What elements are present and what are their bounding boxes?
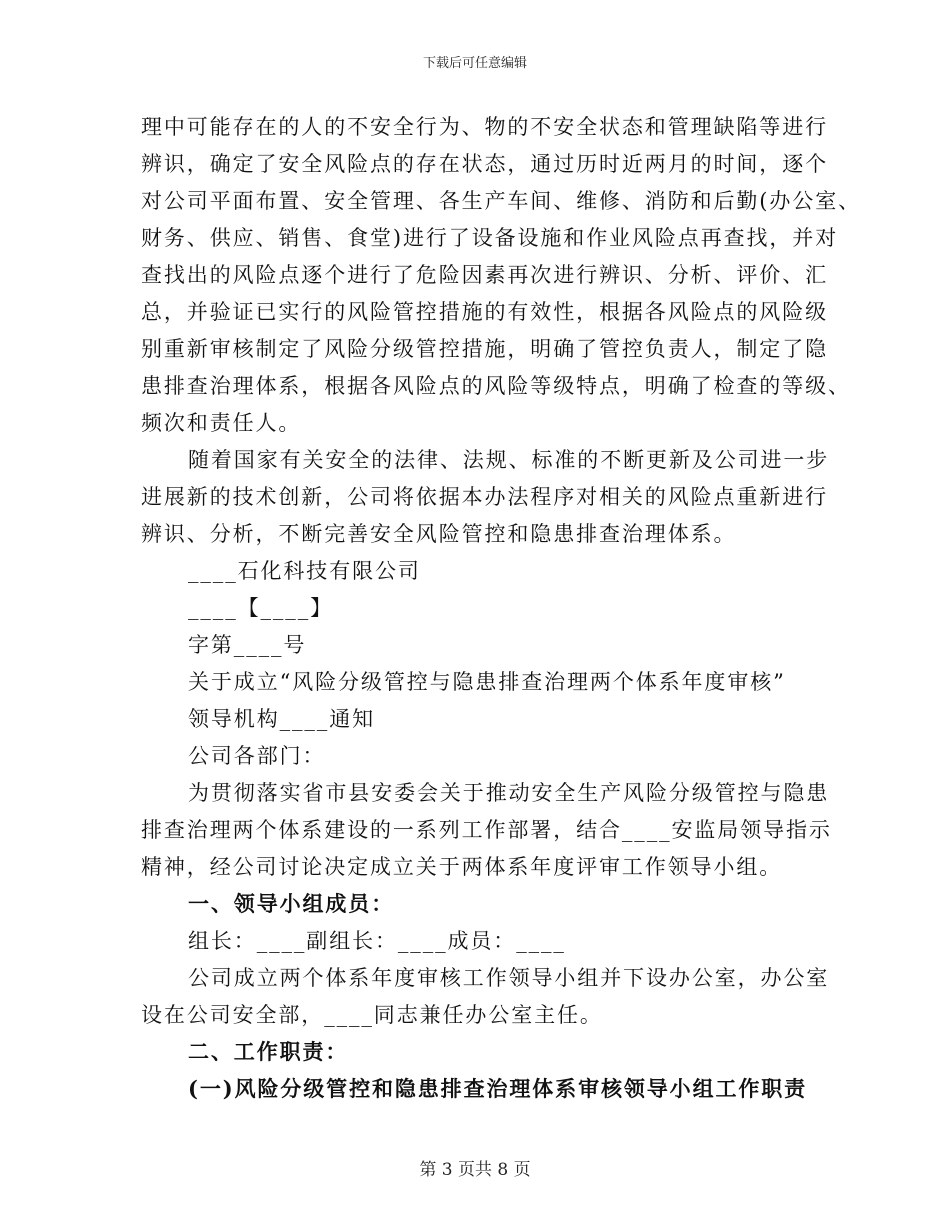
body-line: 总，并验证已实行的风险管控措施的有效性，根据各风险点的风险级 bbox=[141, 300, 828, 324]
body-line: 组长：____副组长：____成员：____ bbox=[188, 929, 566, 953]
body-line: 进展新的技术创新，公司将依据本办法程序对相关的风险点重新进行 bbox=[141, 485, 828, 509]
body-line: 辨识，确定了安全风险点的存在状态，通过历时近两月的时间，逐个 bbox=[141, 152, 828, 176]
body-line: 为贯彻落实省市县安委会关于推动安全生产风险分级管控与隐患 bbox=[188, 781, 830, 805]
page-header: 下载后可任意编辑 bbox=[422, 56, 527, 71]
body-line: 患排查治理体系，根据各风险点的风险等级特点，明确了检查的等级、 bbox=[141, 374, 851, 398]
salutation-line: 公司各部门： bbox=[188, 744, 326, 768]
body-line: 公司成立两个体系年度审核工作领导小组并下设办公室，办公室 bbox=[188, 966, 830, 990]
body-line: 设在公司安全部，____同志兼任办公室主任。 bbox=[141, 1003, 603, 1027]
body-line: 理中可能存在的人的不安全行为、物的不安全状态和管理缺陷等进行 bbox=[141, 115, 828, 139]
body-line: 别重新审核制定了风险分级管控措施，明确了管控负责人，制定了隐 bbox=[141, 337, 828, 361]
document-number-line: 字第____号 bbox=[188, 633, 307, 657]
document-number-line: ____【____】 bbox=[188, 596, 333, 620]
body-line: 辨识、分析，不断完善安全风险管控和隐患排查治理体系。 bbox=[141, 522, 737, 546]
section-heading: 一、领导小组成员： bbox=[188, 891, 395, 916]
body-line: 财务、供应、销售、食堂)进行了设备设施和作业风险点再查找，并对 bbox=[141, 226, 839, 250]
body-line: 排查治理两个体系建设的一系列工作部署，结合____安监局领导指示 bbox=[141, 818, 832, 842]
body-line: 对公司平面布置、安全管理、各生产车间、维修、消防和后勤(办公室、 bbox=[141, 189, 861, 213]
section-heading: 二、工作职责： bbox=[188, 1039, 349, 1064]
notice-title-line: 关于成立“风险分级管控与隐患排查治理两个体系年度审核” bbox=[188, 670, 786, 694]
body-line: 精神，经公司讨论决定成立关于两体系年度评审工作领导小组。 bbox=[141, 855, 783, 879]
page-footer: 第 3 页共 8 页 bbox=[419, 1160, 531, 1180]
body-line: 查找出的风险点逐个进行了危险因素再次进行辨识、分析、评价、汇 bbox=[141, 263, 828, 287]
company-name-line: ____石化科技有限公司 bbox=[188, 559, 421, 583]
body-line: 频次和责任人。 bbox=[141, 411, 302, 435]
subsection-heading: (一)风险分级管控和隐患排查治理体系审核领导小组工作职责 bbox=[188, 1076, 808, 1101]
notice-title-line: 领导机构____通知 bbox=[188, 707, 375, 731]
body-line: 随着国家有关安全的法律、法规、标准的不断更新及公司进一步 bbox=[188, 448, 830, 472]
